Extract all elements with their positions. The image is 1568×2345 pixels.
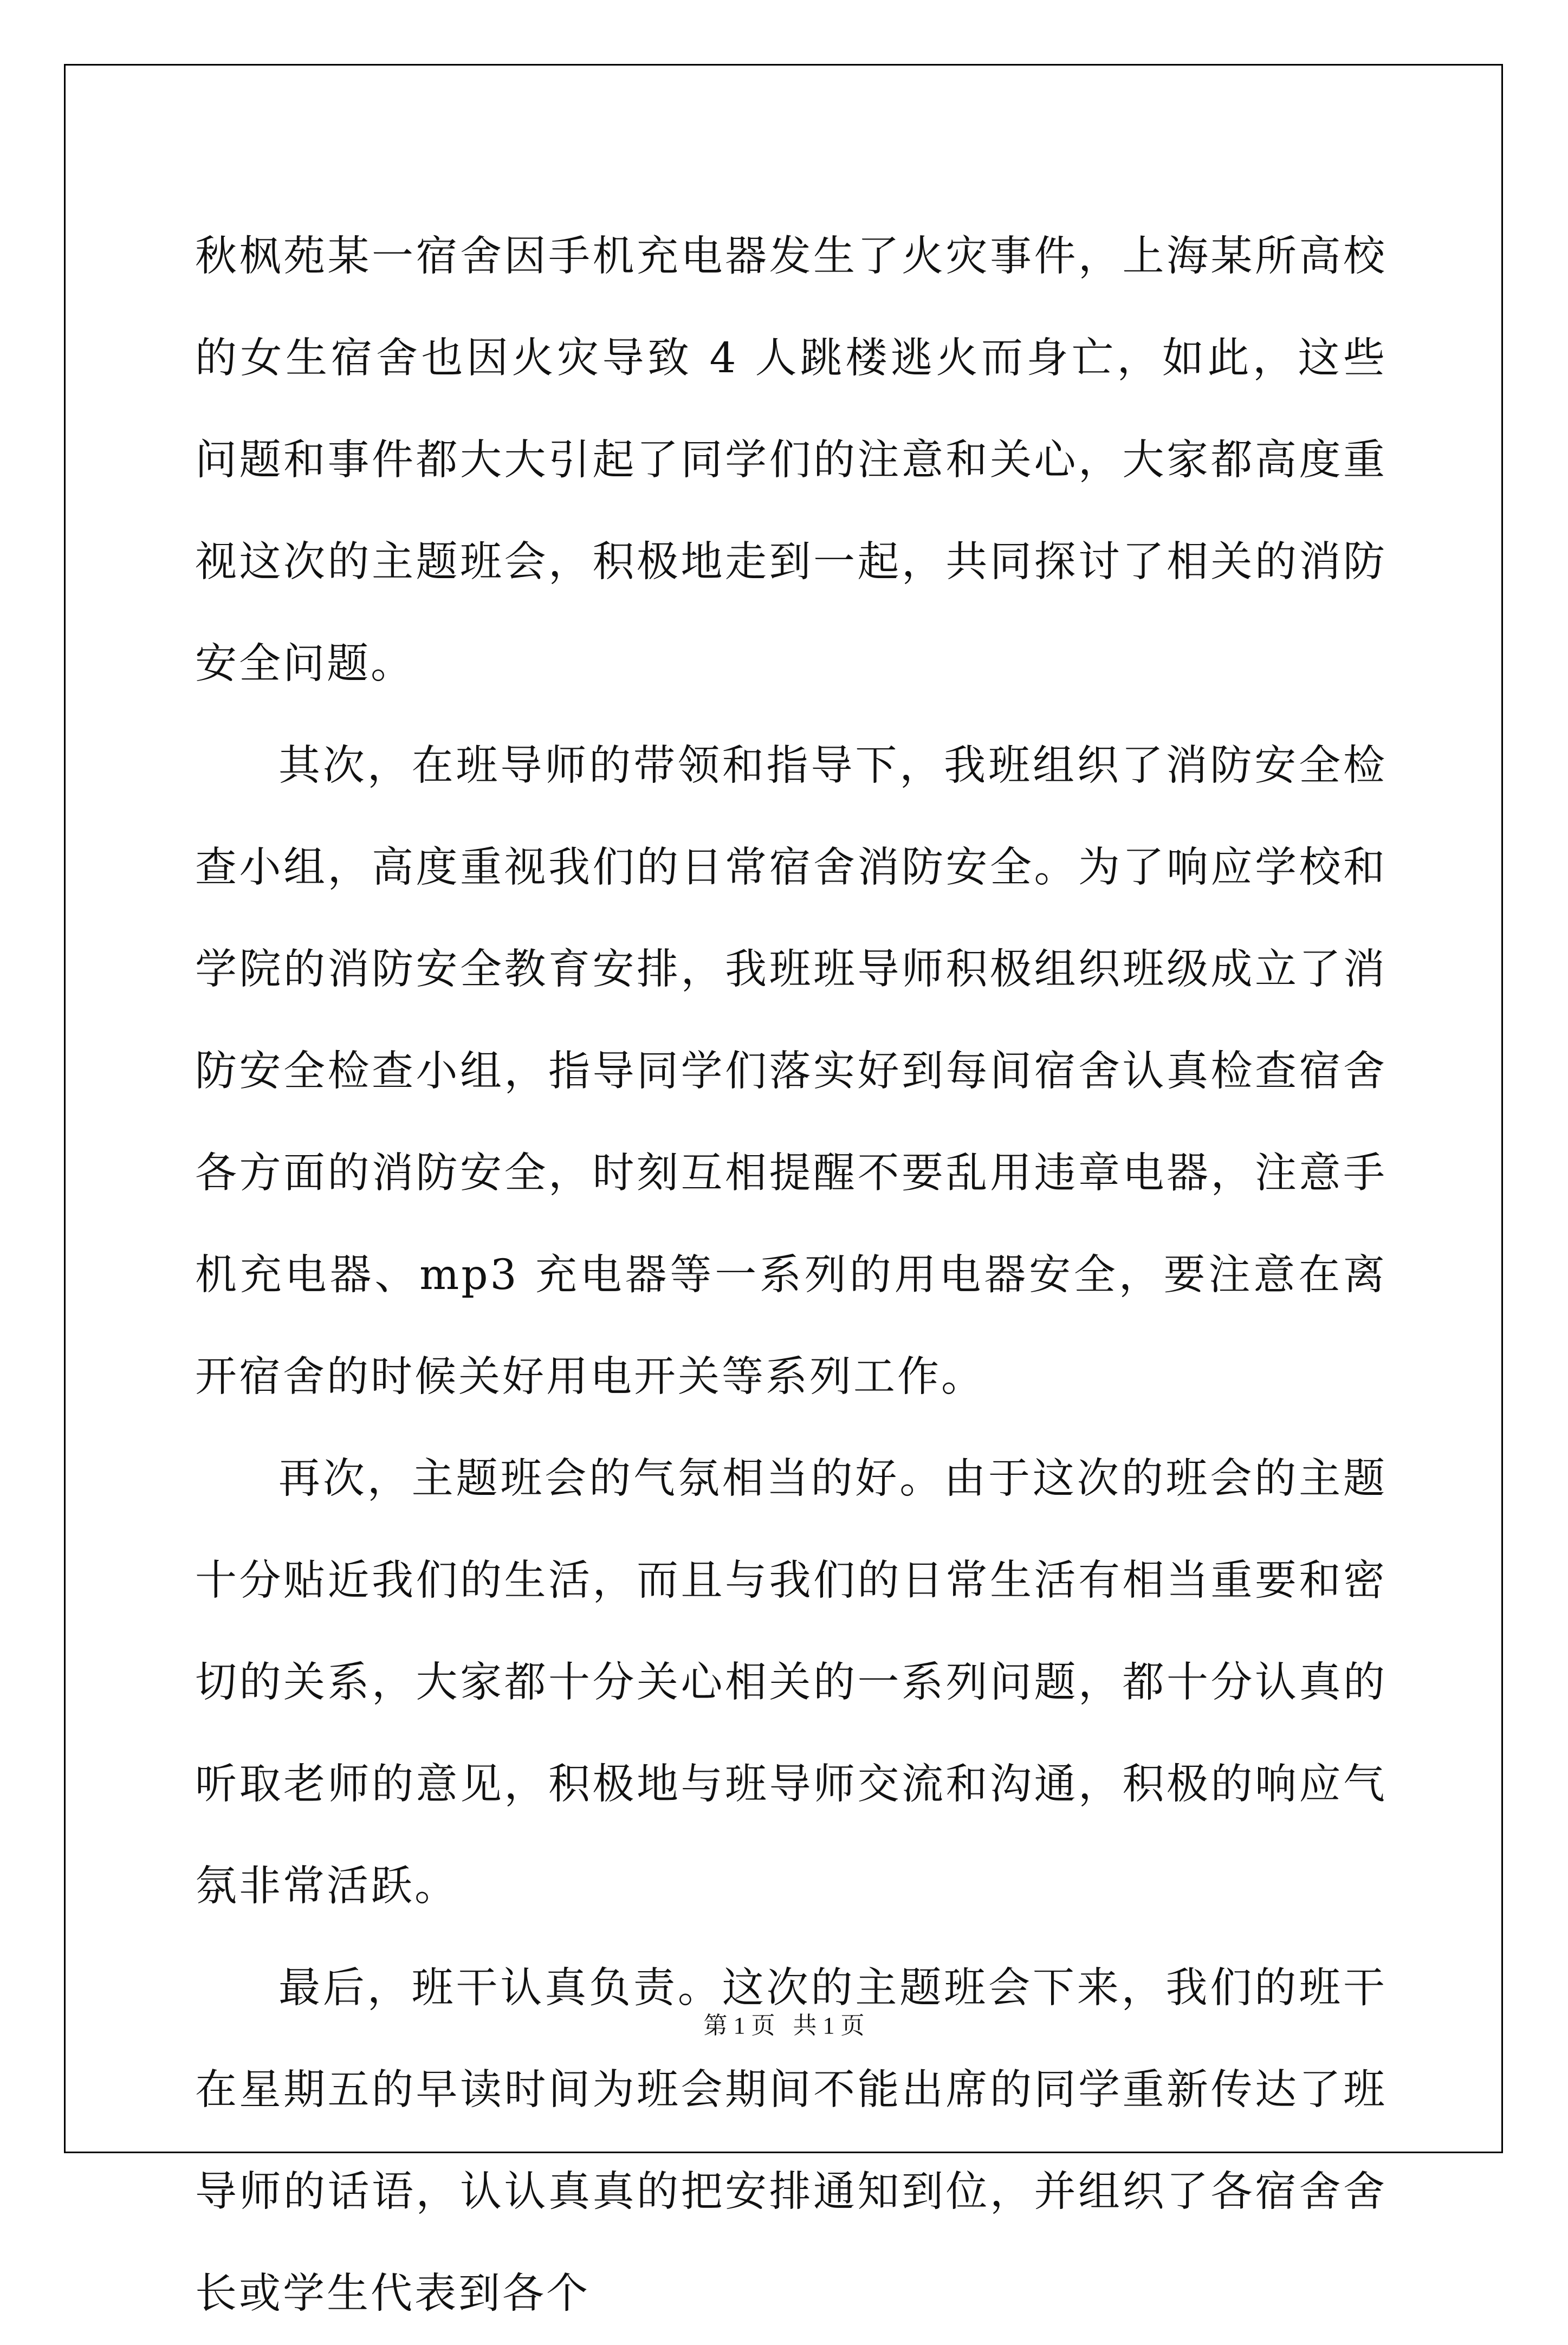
paragraph-2: 其次，在班导师的带领和指导下，我班组织了消防安全检查小组，高度重视我们的日常宿舍消防安全。为了响应学校和学院的消防安全教育安排，我班班导师积极组织班级成立了消防安全检查小组，指导同学们落实好到每间宿舍认真检查宿舍各方面的消防安全，时刻互相提醒不要乱用违章电器，注意手机充电器、mp3 充电器等一系列的用电器安全，要注意在离开宿舍的时候关好用电开关等系列工作。 [195, 742, 1387, 1401]
paragraph-1: 秋枫苑某一宿舍因手机充电器发生了火灾事件，上海某所高校的女生宿舍也因火灾导致 4 人跳楼逃火而身亡，如此，这些问题和事件都大大引起了同学们的注意和关心，大家都高度重视这次的主题班会，积极地走到一起，共同探讨了相关的消防安全问题。 [195, 232, 1387, 688]
paragraph-3: 再次，主题班会的气氛相当的好。由于这次的班会的主题十分贴近我们的生活，而且与我们的日常生活有相当重要和密切的关系，大家都十分关心相关的一系列问题，都十分认真的听取老师的意见，积极地与班导师交流和沟通，积极的响应气氛非常活跃。 [195, 1455, 1387, 1910]
paragraph-4: 最后，班干认真负责。这次的主题班会下来，我们的班干在星期五的早读时间为班会期间不能出席的同学重新传达了班导师的话语，认认真真的把安排通知到位，并组织了各宿舍舍长或学生代表到各个 [195, 1964, 1387, 2318]
page-footer: 第 1 页 共 1 页 [703, 2012, 865, 2039]
